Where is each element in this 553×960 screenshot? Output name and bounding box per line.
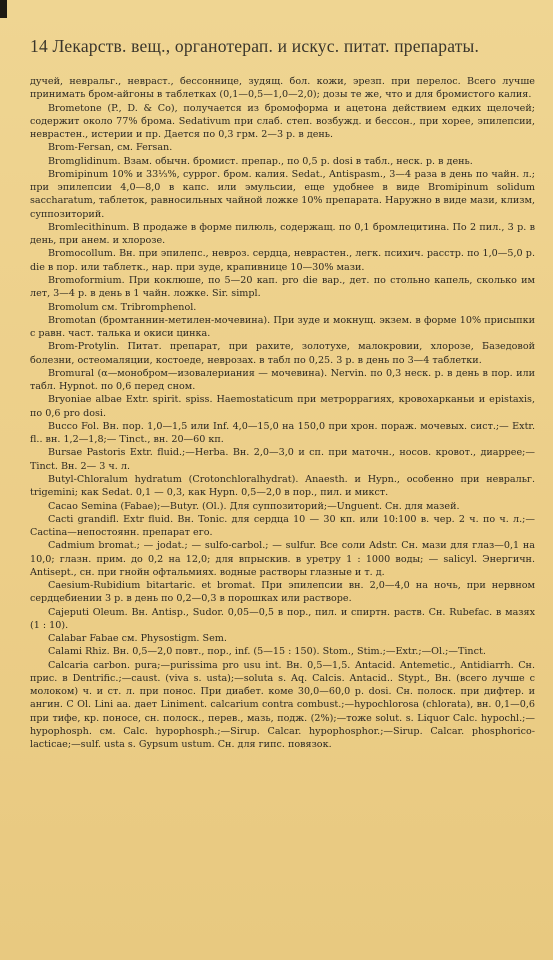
dictionary-entry: Bromglidinum. Взам. обычн. бромист. препар., по 0,5 р. dosi в табл., неск. р. в день. bbox=[48, 155, 473, 167]
page-header: 14 Лекарств. вещ., органотерап. и искус. питат. препараты. bbox=[30, 36, 480, 56]
dictionary-entry: Brom-Protylin. Питат. препарат, при рахите, золотухе, малокровии, хлорозе, Базедовой болезни, остеомаляции, костоеде, неврозах. в табл по 0,25. 3 р. в день по 3—4 таблетки. bbox=[30, 341, 535, 366]
page-corner-mark bbox=[0, 0, 7, 18]
dictionary-entry: Calcaria carbon. pura;—purissima pro usu int. Вн. 0,5—1,5. Antacid. Antemetic., Antidiarrh. Сн. прис. в Dentrific.;—caust. (viva s. usta);—soluta s. Aq. Calcis. Antacid.. Stypt., Вн. (всего лучше с молоком) ч. и ст. л. при понос. При диабет. коме 30,0—60,0 р. dosi. Сн. полоск. при дифтер. и ангин. С Ol. Lini aa. дает Liniment. calcarium contra combust.;—hypochlorosa (chlorata), вн. 0,1—0,6 при тифе, кр. поносе, сн. полоск., перев., мазь, подж. (2%);—тоже solut. s. Liquor Calc. hypochl.;—hypophosph. см. Calc. hypophosph.;—Sirup. Calcar. hypophosphor.;—Sirup. Calcar. phosphorico-lacticae;—sulf. usta s. Gypsum ustum. Сн. для гипс. повязок. bbox=[30, 659, 535, 751]
dictionary-entry: Bryoniae albae Extr. spirit. spiss. Haemostaticum при метроррагиях, кровохарканьи и epistaxis, по 0,6 pro dosi. bbox=[30, 394, 535, 419]
dictionary-entry: Cadmium bromat.; — jodat.; — sulfo-carbol.; — sulfur. Все соли Adstr. Сн. мази для глаз—0,1 на 10,0; глазн. прим. до 0,2 на 12,0; для впрыскив. в уретру 1 : 1000 воды; — salicyl. Энергичн. Antisept., сн. при гнойн офтальмиях. водные растворы глазные и т. д. bbox=[30, 540, 535, 578]
dictionary-entry: Brometone (P., D. & Co), получается из бромоформа и ацетона действием едких щелочей; содержит около 77% брома. Sedativum при слаб. степ. возбужд. и бессон., при хорее, эпилепсии, неврастен., истерии и пр. Дается по 0,3 грм. 2—3 р. в день. bbox=[30, 102, 535, 141]
dictionary-entry: Cacti grandifl. Extr fluid. Вн. Tonic. для сердца 10 — 30 кп. или 10:100 в. чер. 2 ч. по ч. л.;—Cactina—непостоянн. препарат его. bbox=[30, 513, 535, 539]
dictionary-entry: Bromolum см. Tribromphenol. bbox=[48, 301, 197, 313]
dictionary-entry: Butyl-Chloralum hydratum (Crotonchloralhydrat). Anaesth. и Hypn., особенно при невральг. trigemini; как Sedat. 0,1 — 0,3, как Hypn. 0,5—2,0 в пор., пил. и микст. bbox=[30, 473, 535, 499]
dictionary-entry: Brom-Fersan, см. Fersan. bbox=[48, 142, 173, 154]
dictionary-entry: дучей, невральг., невраст., бессоннице, зудящ. бол. кожи, эрезп. при перелос. Всего лучше принимать бром-айгоны в таблетках (0,1—0,5—1,0—2,0); дозы те же, что и для бромистого калия. bbox=[30, 76, 535, 101]
dictionary-entry: Bromural (α—монобром—изовалериания — мочевина). Nervin. по 0,3 неск. р. в день в пор. или табл. Hypnot. по 0,6 перед сном. bbox=[30, 367, 535, 393]
dictionary-entry: Bromocollum. Вн. при эпилепс., невроз. сердца, неврастен., легк. психич. расстр. по 1,0—5,0 р. die в пор. или таблетк., нар. при зуде, крапивнице 10—30% мази. bbox=[30, 248, 535, 273]
dictionary-entry: Calabar Fabae см. Physostigm. Sem. bbox=[48, 633, 227, 645]
dictionary-entry: Calami Rhiz. Вн. 0,5—2,0 повт., пор., inf. (5—15 : 150). Stom., Stim.;—Extr.;—Ol.;—Tinct. bbox=[48, 646, 486, 658]
dictionary-entry: Bucco Fol. Вн. пор. 1,0—1,5 или Inf. 4,0—15,0 на 150,0 при хрон. пораж. мочевых. сист.;— Extr. fl.. вн. 1,2—1,8;— Tinct., вн. 20—60 кп. bbox=[30, 420, 535, 446]
dictionary-entry: Bromlecithinum. В продаже в форме пилюль, содержащ. по 0,1 бромлецитина. По 2 пил., 3 р. в день, при анем. и хлорозе. bbox=[30, 221, 535, 247]
dictionary-entry: Bursae Pastoris Extr. fluid.;—Herba. Вн. 2,0—3,0 и сп. при маточн., носов. кровот., диаррее;—Tinct. Вн. 2— 3 ч. л. bbox=[30, 447, 535, 472]
dictionary-entry: Cajeputi Oleum. Вн. Antisp., Sudor. 0,05—0,5 в пор., пил. и спиртн. раств. Сн. Rubefac. в мазях (1 : 10). bbox=[30, 606, 535, 631]
dictionary-entry: Bromoformium. При коклюше, по 5—20 кап. pro die вар., дет. по стольно капель, сколько им лет, 3—4 р. в день в 1 чайн. ложке. Sir. simpl. bbox=[30, 274, 535, 300]
dictionary-entry: Cacao Semina (Fabae);—Butyr. (Ol.). Для суппозиторий;—Unguent. Сн. для мазей. bbox=[48, 500, 460, 512]
dictionary-entry: Bromotan (бромтаннин-метилен-мочевина). При зуде и мокнущ. экзем. в форме 10% присыпки с равн. част. талька и окиси цинка. bbox=[30, 314, 535, 340]
dictionary-entry: Caesium-Rubidium bitartaric. et bromat. При эпилепсии вн. 2,0—4,0 на ночь, при нервном сердцебиении 3 р. в день по 0,2—0,3 в порошках или растворе. bbox=[30, 580, 535, 605]
dictionary-entry: Bromipinum 10% и 33⅓%, суррог. бром. калия. Sedat., Antispasm., 3—4 раза в день по чайн. л.; при эпилепсии 4,0—8,0 в капс. или эмульсии, еще удобнее в виде Bromipinum solidum saccharatum, таблеток, равносильных чайной ложке 10% препарата. Наружно в виде мази, клизм, суппозиторий. bbox=[30, 168, 535, 220]
page-body bbox=[30, 75, 535, 752]
